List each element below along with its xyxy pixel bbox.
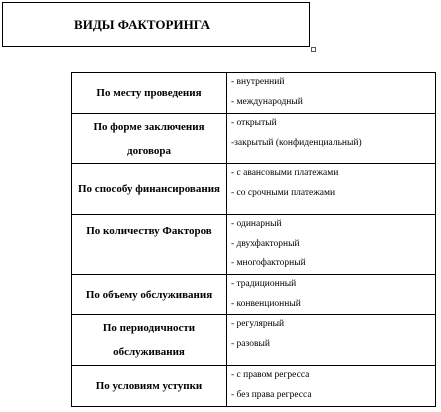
resize-handle[interactable] (311, 47, 316, 52)
title-box[interactable] (2, 2, 310, 47)
table-row (72, 73, 436, 114)
table-row (72, 275, 436, 315)
row-label: По месту проведения (72, 73, 227, 114)
row-label: По объему обслуживания (72, 275, 227, 315)
list-item: -закрытый (конфиденциальный) (231, 137, 362, 148)
row-label: По способу финансирования (72, 164, 227, 215)
row-items (227, 315, 436, 366)
list-item: - разовый (231, 338, 270, 349)
list-item: - открытый (231, 118, 277, 128)
row-label: По форме заключения договора (72, 114, 227, 164)
row-items (227, 114, 436, 164)
list-item: - многофакторный (231, 258, 306, 268)
table-row (72, 315, 436, 366)
row-items (227, 275, 436, 315)
row-label: По условиям уступки (72, 366, 227, 407)
row-label: По количеству Факторов (72, 215, 227, 275)
list-item: - с авансовыми платежами (231, 168, 339, 178)
list-item: - международный (231, 96, 303, 107)
list-item: - со срочными платежами (231, 187, 336, 198)
row-items (227, 366, 436, 407)
table-row (72, 164, 436, 215)
factoring-types-table (71, 72, 436, 407)
list-item: - традиционный (231, 279, 297, 289)
page-title: ВИДЫ ФАКТОРИНГА (74, 16, 210, 32)
list-item: - без права регресса (231, 389, 312, 400)
list-item: - конвенционный (231, 298, 301, 309)
table-row (72, 114, 436, 164)
list-item: - регулярный (231, 319, 285, 329)
table-row (72, 366, 436, 407)
row-items (227, 215, 436, 275)
row-items (227, 73, 436, 114)
row-label: По периодичности обслуживания (72, 315, 227, 366)
list-item: - двухфакторный (231, 238, 300, 249)
list-item: - внутренний (231, 77, 285, 87)
table-row (72, 215, 436, 275)
list-item: - с правом регресса (231, 370, 310, 380)
list-item: - одинарный (231, 219, 282, 229)
row-items (227, 164, 436, 215)
